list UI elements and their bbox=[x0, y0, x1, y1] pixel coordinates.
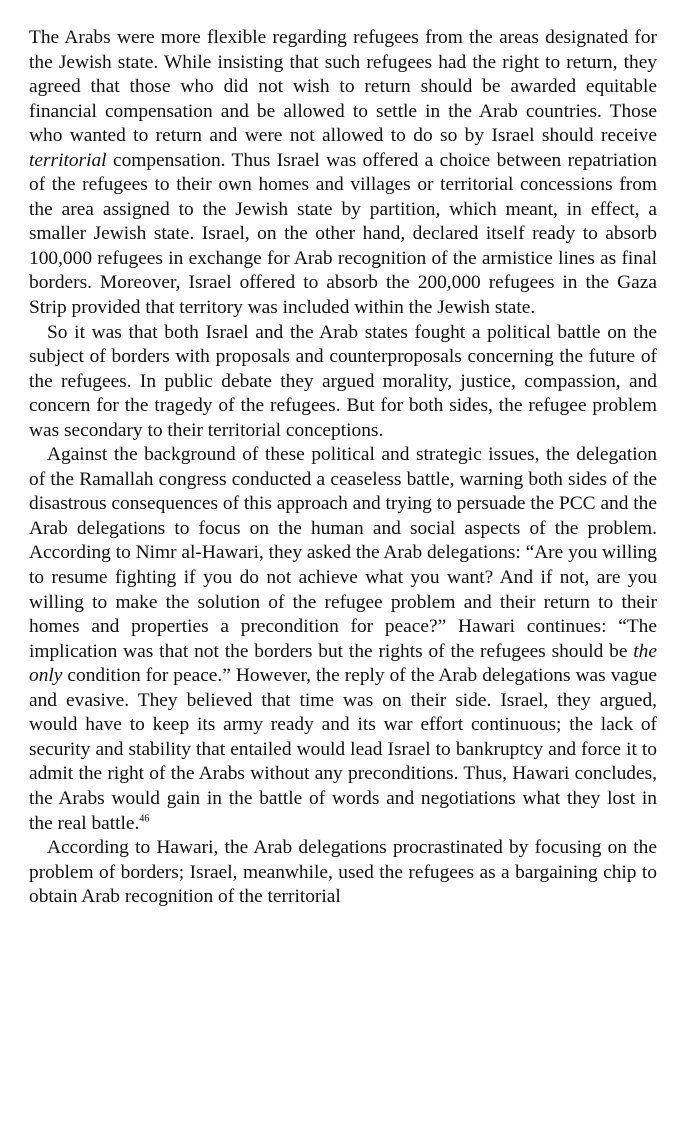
document-page bbox=[29, 26, 657, 910]
text-segment: compensation. Thus Israel was offered a choice between repatriation of the refugees to their own homes and villages or territorial concessions from the area assigned to the Jewish state by partition, which meant, in effect, a smaller Jewish state. Israel, on the other hand, declared itself ready to absorb 100,000 refugees in exchange for Arab recognition of the armistice lines as final borders. Moreover, Israel offered to absorb the 200,000 refugees in the Gaza Strip provided that territory was included within the Jewish state. bbox=[29, 149, 657, 319]
emphasis-territorial: territorial bbox=[29, 149, 107, 171]
paragraph-4 bbox=[29, 836, 657, 910]
text-segment: So it was that both Israel and the Arab states fought a political battle on the subject of borders with proposals and counterproposals concerning the future of the refugees. In public debate they argued morality, justice, compassion, and concern for the tragedy of the refugees. But for both sides, the refugee problem was secondary to their territorial conceptions. bbox=[29, 321, 657, 441]
paragraph-1 bbox=[29, 26, 657, 321]
text-segment: condition for peace.” However, the reply of the Arab delegations was vague and evasive. They believed that time was on their side. Israel, they argued, would have to keep its army ready and its war effort continuous; the lack of security and stability that entailed would lead Israel to bankruptcy and force it to admit the right of the Arabs without any preconditions. Thus, Hawari concludes, the Arabs would gain in the battle of words and negotiations what they lost in the real battle. bbox=[29, 665, 657, 834]
footnote-marker[interactable]: 46 bbox=[139, 813, 150, 825]
emphasis-the-only: the only bbox=[29, 640, 657, 687]
text-segment: The Arabs were more flexible regarding refugees from the areas designated for the Jewish state. While insisting that such refugees had the right to return, they agreed that those who did not wish to return should be awarded equitable financial compensation and be allowed to settle in the Arab countries. Those who wanted to return and were not allowed to do so by Israel should receive bbox=[29, 27, 657, 147]
text-segment: According to Hawari, the Arab delegations procrastinated by focusing on the problem of borders; Israel, meanwhile, used the refugees as a bargaining chip to obtain Arab recognition of the territorial bbox=[29, 837, 657, 908]
text-segment: Against the background of these political and strategic issues, the delegation of the Ramallah congress conducted a ceaseless battle, warning both sides of the disastrous consequences of this approach and trying to persuade the PCC and the Arab delegations to focus on the human and social aspects of the problem. According to Nimr al-Hawari, they asked the Arab delegations: “Are you willing to resume fighting if you do not achieve what you want? And if not, are you willing to make the solution of the refugee problem and their return to their homes and properties a precondition for peace?” Hawari continues: “The implication was that not the borders but the rights of the refugees should be bbox=[29, 444, 657, 662]
paragraph-2 bbox=[29, 321, 657, 444]
paragraph-3 bbox=[29, 443, 657, 836]
